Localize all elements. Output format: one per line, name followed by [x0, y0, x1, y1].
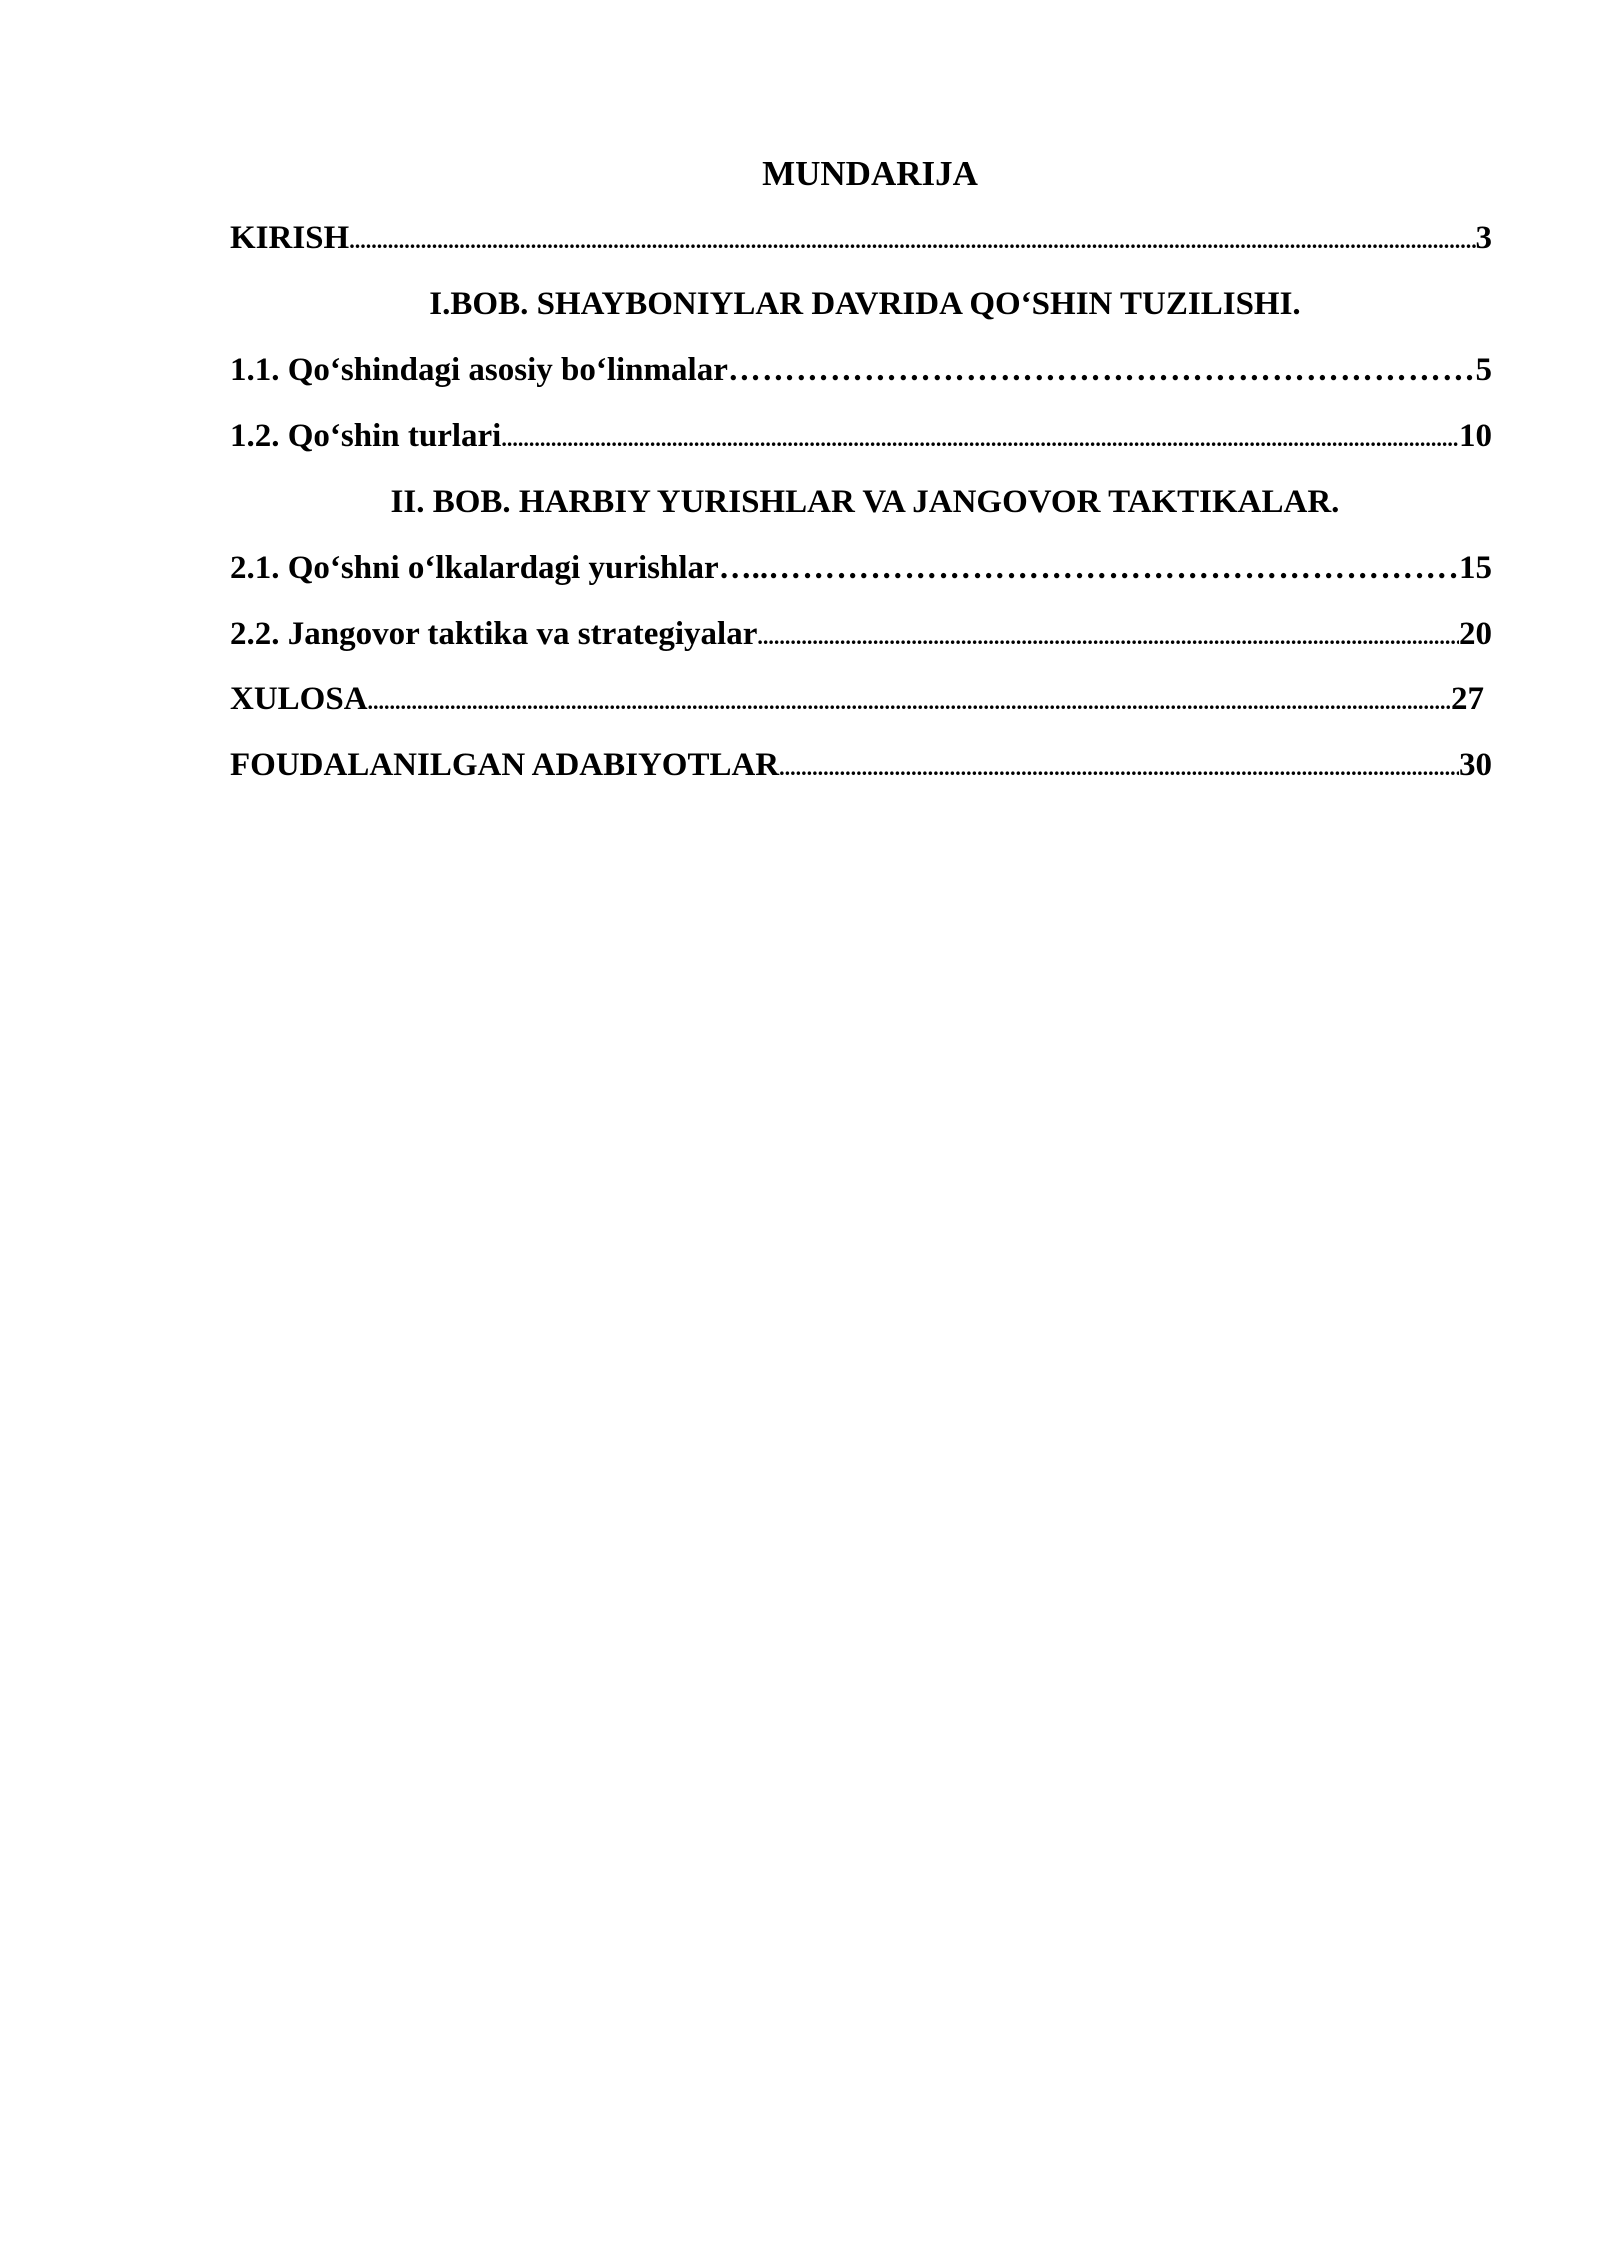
dot-leader	[349, 219, 1475, 263]
toc-entry-label: 1.2. Qo‘shin turlari	[230, 418, 502, 454]
toc-entry-page: 5	[1475, 352, 1492, 388]
toc-entry-kirish	[230, 216, 1492, 263]
toc-entry-xulosa	[230, 677, 1484, 724]
toc-entry-page: 20	[1459, 616, 1492, 652]
table-of-contents	[0, 0, 1600, 900]
toc-entry-2-2	[230, 612, 1492, 659]
toc-chapter-1: I.BOB. SHAYBONIYLAR DAVRIDA QO‘SHIN TUZILISHI.	[429, 286, 1301, 322]
toc-entry-1-2	[230, 414, 1492, 461]
toc-entry-1-1	[230, 348, 1492, 392]
toc-entry-label: KIRISH	[230, 220, 350, 256]
toc-entry-2-1	[230, 546, 1492, 590]
toc-entry-label: XULOSA	[230, 681, 368, 717]
dot-leader	[728, 348, 1476, 392]
toc-title: MUNDARIJA	[762, 154, 978, 193]
toc-entry-label: 1.1. Qo‘shindagi asosiy bo‘linmalar	[230, 352, 728, 388]
dot-leader	[757, 615, 1459, 659]
dot-leader	[501, 417, 1459, 461]
toc-entry-page: 3	[1475, 220, 1492, 256]
toc-chapter-2: II. BOB. HARBIY YURISHLAR VA JANGOVOR TAKTIKALAR.	[390, 484, 1340, 520]
dot-leader	[368, 680, 1451, 724]
dot-leader	[779, 746, 1459, 790]
toc-entry-label: 2.1. Qo‘shni o‘lkalardagi yurishlar…..	[230, 550, 769, 586]
toc-entry-page: 15	[1459, 550, 1492, 586]
toc-entry-label: FOUDALANILGAN ADABIYOTLAR	[230, 747, 780, 783]
toc-entry-adabiyotlar	[230, 743, 1492, 790]
toc-entry-page: 30	[1459, 747, 1492, 783]
dot-leader	[768, 546, 1459, 590]
toc-entry-label: 2.2. Jangovor taktika va strategiyalar	[230, 616, 758, 652]
toc-entry-page: 27	[1451, 681, 1484, 717]
toc-entry-page: 10	[1459, 418, 1492, 454]
